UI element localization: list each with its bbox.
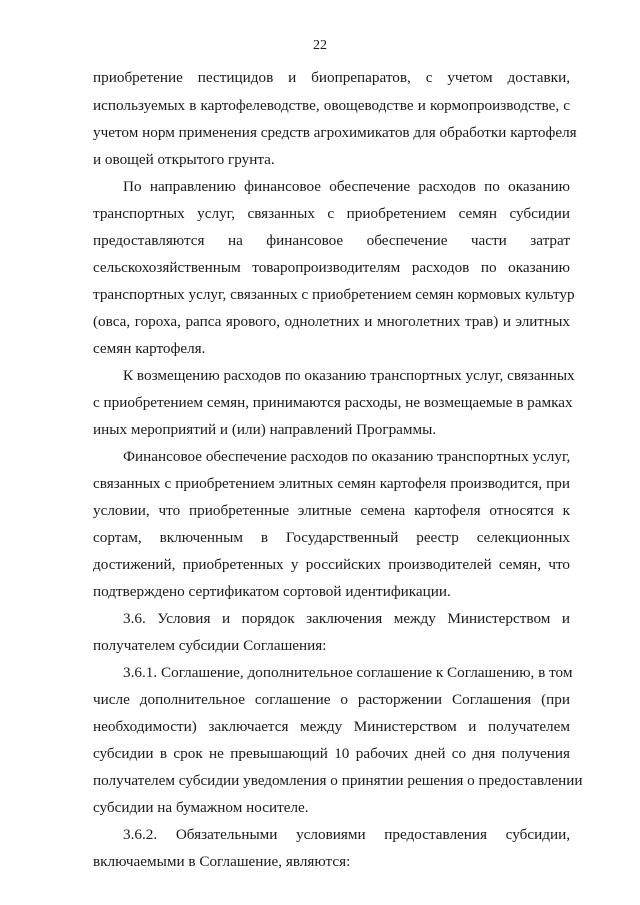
text-line: сортам, включенным в Государственный реестр селекционных <box>93 529 570 546</box>
text-line: получателем субсидии Соглашения: <box>93 637 327 654</box>
text-line: и овощей открытого грунта. <box>93 151 275 168</box>
text-line: необходимости) заключается между Министерством и получателем <box>93 718 570 735</box>
text-line: К возмещению расходов по оказанию транспортных услуг, связанных <box>123 367 575 384</box>
text-line: сельскохозяйственным товаропроизводителям расходов по оказанию <box>93 259 570 276</box>
text-line: предоставляются на финансовое обеспечение части затрат <box>93 232 570 249</box>
text-line: субсидии в срок не превышающий 10 рабочих дней со дня получения <box>93 745 570 762</box>
text-line: субсидии на бумажном носителе. <box>93 799 309 816</box>
page-number: 22 <box>313 38 327 53</box>
text-line: транспортных услуг, связанных с приобретением семян кормовых культур <box>93 286 575 303</box>
text-line: с приобретением семян, принимаются расходы, не возмещаемые в рамках <box>93 394 573 411</box>
text-line: достижений, приобретенных у российских производителей семян, что <box>93 556 570 573</box>
text-line: 3.6. Условия и порядок заключения между Министерством и <box>123 610 570 627</box>
text-line: подтверждено сертификатом сортовой идентификации. <box>93 583 451 600</box>
text-line: включаемыми в Соглашение, являются: <box>93 853 351 870</box>
text-line: учетом норм применения средств агрохимикатов для обработки картофеля <box>93 124 577 141</box>
text-line: семян картофеля. <box>93 340 206 357</box>
text-line: 3.6.2. Обязательными условиями предоставления субсидии, <box>123 826 570 843</box>
text-line: 3.6.1. Соглашение, дополнительное соглашение к Соглашению, в том <box>123 664 573 681</box>
text-line: (овса, гороха, рапса ярового, однолетних и многолетних трав) и элитных <box>93 313 570 330</box>
text-line: иных мероприятий и (или) направлений Программы. <box>93 421 437 438</box>
text-line: связанных с приобретением элитных семян картофеля производится, при <box>93 475 570 492</box>
text-line: транспортных услуг, связанных с приобретением семян субсидии <box>93 205 570 222</box>
text-line: числе дополнительное соглашение о расторжении Соглашения (при <box>93 691 570 708</box>
text-line: приобретение пестицидов и биопрепаратов, с учетом доставки, <box>93 69 570 86</box>
text-line: По направлению финансовое обеспечение расходов по оказанию <box>123 178 570 195</box>
text-line: используемых в картофелеводстве, овощеводстве и кормопроизводстве, с <box>93 97 570 114</box>
text-line: получателем субсидии уведомления о принятии решения о предоставлении <box>93 772 583 789</box>
text-line: условии, что приобретенные элитные семена картофеля относятся к <box>93 502 570 519</box>
text-line: Финансовое обеспечение расходов по оказанию транспортных услуг, <box>123 448 571 465</box>
